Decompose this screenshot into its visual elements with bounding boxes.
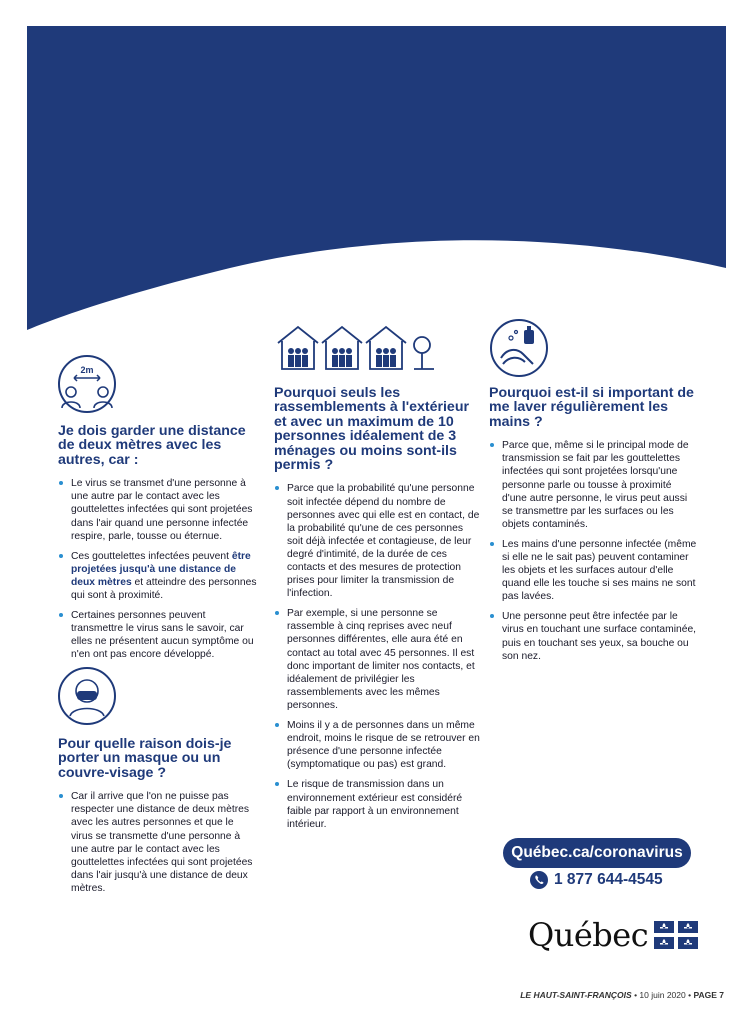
list-item: Une personne peut être infectée par le virus en touchant une surface contaminée, puis en touchant ses yeux, sa bouche ou son nez.: [489, 610, 697, 662]
section-handwash: [489, 386, 697, 670]
highlight-text: être projetées jusqu'à une distance de deux mètres: [71, 550, 251, 588]
list-item: Parce que, même si le principal mode de transmission se fait par les gouttelettes infectées qui sont projetées lorsqu'une personne parle ou tousse à proximité d'une autre personne, le virus peut aussi se transmettre par les surfaces ou les objets contaminés.: [489, 439, 697, 531]
page-footer: [520, 990, 724, 1000]
list-item: Le risque de transmission dans un environnement extérieur est considéré faible par rapport à un environnement intérieur.: [274, 778, 480, 830]
section-mask-heading: Pour quelle raison dois-je porter un masque ou un couvre-visage ?: [58, 736, 232, 781]
houses-gathering-icon: [276, 323, 438, 371]
publication-date: 10 juin 2020: [639, 990, 686, 1000]
svg-text:2m: 2m: [80, 365, 94, 375]
section-mask-list: [58, 790, 258, 895]
section-gatherings-heading: Pourquoi seuls les rassemblements à l'extérieur et avec un maximum de 10 personnes idéalement de 3 ménages ou moins sont-ils permis ?: [274, 385, 470, 474]
quebec-logo: [528, 915, 698, 955]
list-item: Par exemple, si une personne se rassemble à cinq reprises avec neuf personnes différentes, elle aura été en contact au total avec 45 personnes. Il est donc important de limiter nos contacts, et idéalement de privilégier les rassemblements avec les mêmes personnes.: [274, 607, 480, 712]
list-item: Parce que la probabilité qu'une personne soit infectée dépend du nombre de personnes avec qui elle est en contact, de la probabilité qu'une de ces personnes soit déjà infectée et contagieuse, de leur degré d'intimité, de la durée de ces contacts et des mesures de protection prises pour limiter la transmission de l'infection.: [274, 482, 480, 600]
coronavirus-url-link[interactable]: Québec.ca/coronavirus: [503, 838, 691, 868]
phone-icon: [530, 871, 548, 889]
footer-separator: •: [634, 990, 640, 1000]
list-item: Car il arrive que l'on ne puisse pas respecter une distance de deux mètres avec les autres personnes et que le virus se transmette d'une personne à une autre par le contact avec les gouttelettes infectées qui sont projetées dans l'air jusqu'à une distance de deux mètres.: [58, 790, 258, 895]
quebec-wordmark: Québec: [528, 916, 649, 954]
section-distance: [58, 424, 258, 668]
face-mask-icon: [57, 666, 117, 726]
publication-name: LE HAUT-SAINT-FRANÇOIS: [520, 990, 632, 1000]
fleur-de-lis-flag-icon: [654, 921, 698, 949]
list-item-text: Ces gouttelettes infectées peuvent: [71, 550, 229, 562]
section-gatherings-list: [274, 482, 480, 830]
section-mask: [58, 737, 258, 902]
section-gatherings: [274, 386, 480, 838]
footer-separator: •: [688, 990, 694, 1000]
hand-washing-icon: [489, 318, 549, 378]
phone-number[interactable]: [530, 870, 663, 890]
list-item: [58, 550, 258, 602]
list-item: Le virus se transmet d'une personne à une autre par le contact avec les gouttelettes infectées qui sont projetées dans l'air quand une personne infectée respire, parle, tousse ou éternue.: [58, 477, 258, 542]
section-distance-list: [58, 477, 258, 661]
page-number: PAGE 7: [693, 990, 724, 1000]
section-distance-heading: Je dois garder une distance de deux mètres avec les autres, car :: [58, 423, 246, 468]
list-item: Certaines personnes peuvent transmettre le virus sans le savoir, car elles ne présentent aucun symptôme ou n'en ont pas encore développé.: [58, 609, 258, 661]
list-item: Les mains d'une personne infectée (même si elle ne le sait pas) peuvent contaminer les objets et les surfaces autour d'elle quand elle les touche si ses mains ne sont pas lavées.: [489, 538, 697, 603]
header-banner: [0, 0, 751, 340]
section-handwash-heading: Pourquoi est-il si important de me laver régulièrement les mains ?: [489, 385, 694, 430]
two-meter-distance-icon: [57, 354, 117, 414]
list-item: Moins il y a de personnes dans un même endroit, moins le risque de se retrouver en présence d'une personne infectée (symptomatique ou pas) est grand.: [274, 719, 480, 771]
phone-text: 1 877 644-4545: [554, 871, 663, 888]
list-item-tail: et atteindre des personnes qui sont à proximité.: [71, 576, 257, 601]
section-handwash-list: [489, 439, 697, 663]
